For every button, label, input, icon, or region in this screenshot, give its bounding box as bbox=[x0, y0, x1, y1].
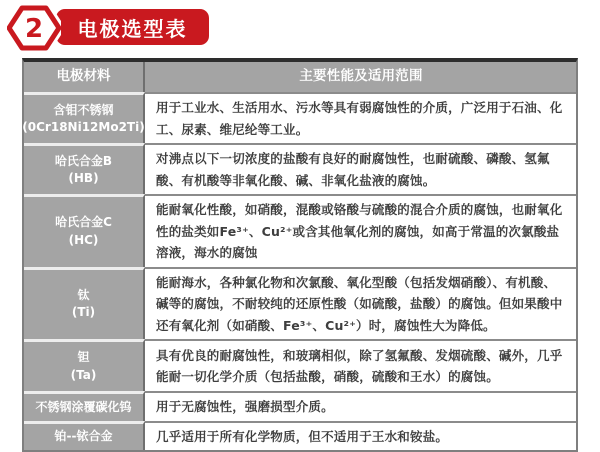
material-name: 哈氏合金B bbox=[54, 153, 113, 168]
electrode-selection-table bbox=[22, 58, 578, 452]
table-row bbox=[24, 421, 576, 451]
material-name: 铂--铱合金 bbox=[54, 429, 113, 444]
description-cell bbox=[145, 339, 576, 391]
material-cell bbox=[24, 92, 145, 143]
table-row bbox=[24, 339, 576, 391]
material-cell bbox=[24, 339, 145, 391]
badge-number: 2 bbox=[24, 14, 44, 44]
material-name: 哈氏合金C bbox=[55, 215, 112, 230]
description-text: 对沸点以下一切浓度的盐酸有良好的耐腐蚀性，也耐硫酸、磷酸、氢氟酸、有机酸等非氧化酸、碱、非氧化盐液的腐蚀。 bbox=[156, 151, 550, 188]
description-text: 几乎适用于所有化学物质，但不适用于王水和铵盐。 bbox=[156, 428, 449, 444]
description-text: 用于无腐蚀性，强磨损型介质。 bbox=[156, 399, 334, 414]
page-heading bbox=[0, 0, 600, 56]
material-name: 钛 bbox=[77, 287, 90, 302]
material-code: (0Cr18Ni12Mo2Ti) bbox=[22, 120, 145, 134]
page-title: 电极选型表 bbox=[77, 16, 188, 41]
material-cell bbox=[24, 421, 145, 451]
header-cell-material: 电极材料 bbox=[24, 62, 145, 92]
description-text: 能耐氧化性酸，如硝酸，混酸或铬酸与硫酸的混合介质的腐蚀，也耐氧化性的盐类如Fe³⁺、Cu²⁺或含其他氧化剂的腐蚀，如高于常温的次氯酸盐溶液，海水的腐蚀 bbox=[156, 202, 563, 260]
material-cell bbox=[24, 391, 145, 421]
material-cell bbox=[24, 194, 145, 267]
table-row bbox=[24, 267, 576, 340]
material-name: 钽 bbox=[77, 350, 90, 365]
material-code: (HC) bbox=[68, 232, 99, 247]
material-name: 含钼不锈钢 bbox=[53, 102, 114, 117]
badge-hexagon-icon bbox=[7, 4, 61, 52]
description-text: 用于工业水、生活用水、污水等具有弱腐蚀性的介质，广泛用于石油、化工、尿素、维尼纶等工业。 bbox=[156, 100, 563, 137]
table-row bbox=[24, 143, 576, 194]
description-cell bbox=[145, 391, 576, 421]
title-banner bbox=[56, 9, 209, 45]
description-cell bbox=[145, 143, 576, 194]
description-cell bbox=[145, 421, 576, 451]
description-text: 能耐海水，各种氯化物和次氯酸、氧化型酸（包括发烟硝酸）、有机酸、碱等的腐蚀，不耐较纯的还原性酸（如硫酸，盐酸）的腐蚀。但如果酸中还有氧化剂（如硝酸、Fe³⁺、Cu²⁺）时，腐蚀性大为降低。 bbox=[156, 274, 563, 333]
description-cell bbox=[145, 267, 576, 340]
material-name: 不锈钢涂覆碳化钨 bbox=[35, 399, 132, 414]
material-code: (Ta) bbox=[70, 367, 97, 382]
material-cell bbox=[24, 267, 145, 340]
table-row bbox=[24, 92, 576, 143]
description-cell bbox=[145, 92, 576, 143]
table-row bbox=[24, 391, 576, 421]
description-text: 具有优良的耐腐蚀性，和玻璃相似，除了氢氟酸、发烟硫酸、碱外，几乎能耐一切化学介质（包括盐酸，硝酸，硫酸和王水）的腐蚀。 bbox=[156, 347, 563, 384]
table-row bbox=[24, 194, 576, 267]
table-header-row bbox=[24, 62, 576, 92]
material-code: (HB) bbox=[68, 171, 99, 185]
material-cell bbox=[24, 143, 145, 194]
description-cell bbox=[145, 194, 576, 267]
header-cell-performance: 主要性能及适用范围 bbox=[145, 62, 576, 92]
material-code: (Ti) bbox=[71, 305, 96, 320]
